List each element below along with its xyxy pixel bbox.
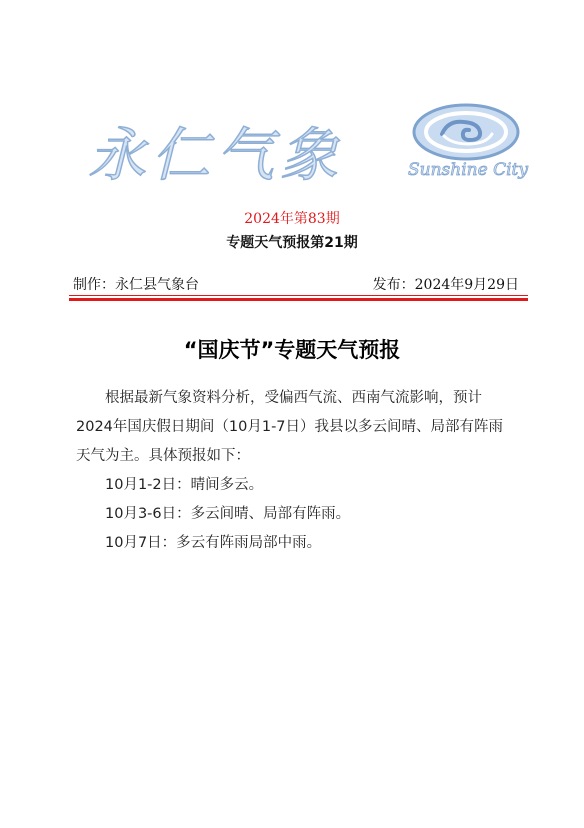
forecast-day-item: 10月7日：多云有阵雨局部中雨。 [105,535,322,551]
forecast-body [76,384,516,558]
producer-label: 制作：永仁县气象台 [73,277,199,293]
issue-subtitle: 专题天气预报第21期 [226,235,358,251]
logo-text: Sunshine City [408,160,528,180]
masthead [88,100,528,196]
forecast-intro: 根据最新气象资料分析，受偏西气流、西南气流影响，预计2024年国庆假日期间（10月1-7日）我县以多云间晴、局部有阵雨天气为主。具体预报如下： [76,390,504,464]
meta-row [73,274,519,294]
divider-thick [69,298,528,301]
forecast-day-item: 10月1-2日：晴间多云。 [105,477,264,493]
divider-thin [69,295,528,296]
page-title: “国庆节”专题天气预报 [183,338,401,362]
forecast-day-item: 10月3-6日：多云间晴、局部有阵雨。 [105,506,351,522]
issue-number: 2024年第83期 [244,211,340,227]
masthead-title: 永仁气象 [88,121,345,189]
cloud-swirl-logo-icon [408,102,528,188]
publish-date: 发布：2024年9月29日 [372,277,519,293]
